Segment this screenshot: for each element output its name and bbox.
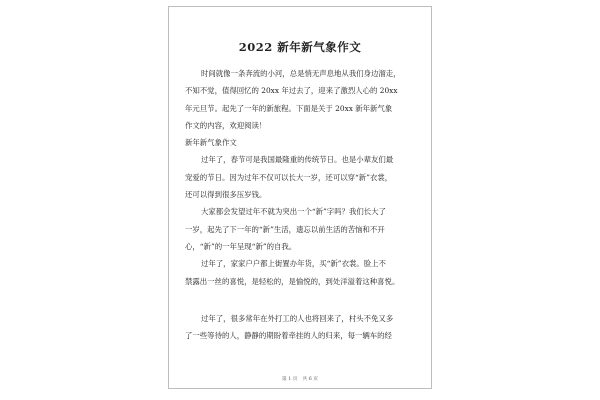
page-number-footer: 第 1 页 共 6 页 — [281, 377, 319, 382]
paragraph-line: 还可以得到很多压岁钱。 — [185, 190, 267, 200]
section-heading: 新年新气象作文 — [185, 138, 237, 148]
document-page — [168, 6, 432, 389]
paragraph-line: 时间就像一条奔流的小河，总是悄无声息地从我们身边溜走， — [201, 69, 401, 78]
paragraph-gap — [185, 290, 417, 310]
document-title: 2022 新年新气象作文 — [238, 40, 362, 54]
paragraph-line: 过年了，很多常年在外打工的人也将回来了，村头不免又多 — [201, 313, 394, 323]
paragraph-line: 不知不觉，值得回忆的 20xx 年过去了，迎来了激烈人心的 20xx — [185, 86, 398, 96]
paragraph-line: 宠爱的节日。因为过年不仅可以长大一岁，还可以穿“新”衣裳， — [185, 172, 393, 182]
paragraph-line: 禁露出一丝的喜悦，是轻松的，是愉悦的，到处洋溢着这种喜悦。 — [185, 276, 400, 286]
paragraph-line: 作文的内容，欢迎阅读！ — [185, 120, 267, 130]
paragraph-line: 过年了，家家户户都上街置办年货，买“新”衣裳。脸上不 — [201, 259, 386, 269]
paragraph-line: 过年了，春节可是我国最隆重的传统节日。也是小辈友们最 — [201, 155, 394, 165]
document-body — [185, 65, 417, 344]
paragraph-line: 心，“新”的一年呈现“新”的自我。 — [185, 241, 297, 251]
paragraph-line: 大家都会发望过年不就为突出一个“新”字吗？我们长大了 — [201, 207, 386, 217]
paragraph-line: 一岁，起先了下一年的“新”生活，遗忘以前生活的苦恼和不开 — [185, 224, 385, 234]
paragraph-line: 了一些等待的人，静静的期盼着牵挂的人的归来，每一辆车的经 — [185, 331, 392, 341]
paragraph-line: 年元旦节。起先了一年的新旅程。下面是关于 20xx 新年新气象 — [185, 103, 393, 113]
